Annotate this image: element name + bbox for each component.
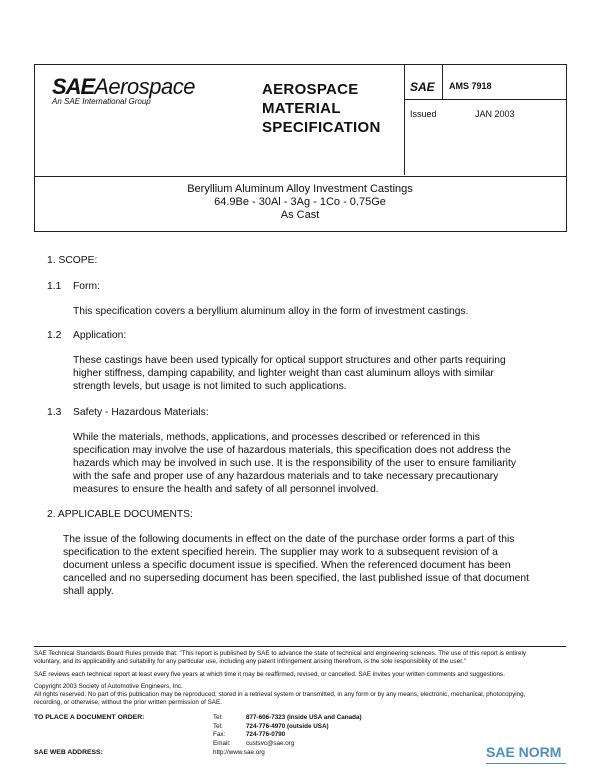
header-divider-v bbox=[404, 64, 405, 175]
section-1-heading: 1. SCOPE: bbox=[47, 255, 98, 266]
header-divider-h bbox=[404, 99, 566, 100]
issued-date: JAN 2003 bbox=[475, 109, 515, 119]
section-2-heading: 2. APPLICABLE DOCUMENTS: bbox=[47, 509, 193, 520]
logo-tagline: An SAE International Group bbox=[52, 97, 151, 106]
document-title: Beryllium Aluminum Alloy Investment Castings 64.9Be - 30Al - 3Ag - 1Co - 0.75Ge As Cast bbox=[187, 183, 413, 221]
order-contact-values: 877-606-7323 (inside USA and Canada) 724-776-4970 (outside USA) 724-776-0790 custsvc@sae.org bbox=[246, 714, 362, 747]
logo-sae-text: SAE bbox=[52, 74, 95, 99]
sae-norm-logo: SAE NORM bbox=[486, 744, 562, 760]
section-1-2-number: 1.2 bbox=[47, 330, 62, 341]
web-address-link[interactable]: http://www.sae.org bbox=[213, 749, 265, 756]
sae-norm-underline bbox=[486, 763, 566, 764]
doc-number: AMS 7918 bbox=[449, 81, 492, 91]
section-1-2-body: These castings have been used typically for optical support structures and other parts requiring higher stiffness, damping capability, and lighter weight than cast aluminum alloys with similar strength levels, but usage is not limited to such applications. bbox=[73, 355, 506, 392]
small-sae-logo: SAE bbox=[410, 80, 435, 94]
footer-rules-text: SAE Technical Standards Board Rules provide that: "This report is published by SAE to advance the state of technical and engineering sciences. The use of this report is entirely voluntary, and its applicability and suitability for any particular use, including any patent infringement arising therefrom, is the sole responsibility of the user." bbox=[34, 650, 527, 665]
section-1-1-title: Form: bbox=[73, 281, 100, 292]
section-1-3-title: Safety - Hazardous Materials: bbox=[73, 407, 209, 418]
issued-label: Issued bbox=[410, 109, 437, 119]
section-1-1-number: 1.1 bbox=[47, 281, 62, 292]
web-address-label: SAE WEB ADDRESS: bbox=[34, 749, 103, 756]
footer-review-text: SAE reviews each technical report at least every five years at which time it may be reaffirmed, revised, or cancelled. SAE invites your written comments and suggestions. bbox=[34, 671, 505, 678]
email-link[interactable]: custsvc@sae.org bbox=[246, 739, 295, 747]
header-divider-v2 bbox=[442, 64, 443, 99]
section-1-3-number: 1.3 bbox=[47, 407, 62, 418]
logo-aerospace-text: Aerospace bbox=[94, 74, 195, 99]
footer-rule bbox=[34, 646, 566, 647]
order-label: TO PLACE A DOCUMENT ORDER: bbox=[34, 714, 145, 721]
section-2-body: The issue of the following documents in effect on the date of the purchase order forms a part of this specification to the extent specified herein. The supplier may work to a subsequent revision of a document unless a specific document issue is specified. When the referenced document has been cancelled and no superseding document has been specified, the last published issue of that document shall apply. bbox=[63, 534, 529, 597]
section-1-3-body: While the materials, methods, applications, and processes described or referenced in this specification may involve the use of hazardous materials, this specification does not address the hazards which may be involved in such use. It is the responsibility of the user to ensure familiarity with the safe and proper use of any hazardous materials and to take necessary precautionary measures to ensure the health and safety of all personnel involved. bbox=[73, 432, 516, 495]
section-1-2-title: Application: bbox=[73, 330, 127, 341]
spec-type-title: AEROSPACE MATERIAL SPECIFICATION bbox=[262, 81, 381, 136]
section-1-1-body: This specification covers a beryllium aluminum alloy in the form of investment castings. bbox=[73, 306, 469, 317]
footer-copyright-text: Copyright 2003 Society of Automotive Engineers, Inc. All rights reserved. No part of this publication may be reproduced, stored in a retrieval system or transmitted, in any form or by any means, electronic, mechanical, photocopying, recording, or otherwise, without the prior written permission of SAE. bbox=[34, 683, 526, 706]
order-contact-labels: Tel: Tel: Fax: Email: bbox=[213, 714, 231, 747]
